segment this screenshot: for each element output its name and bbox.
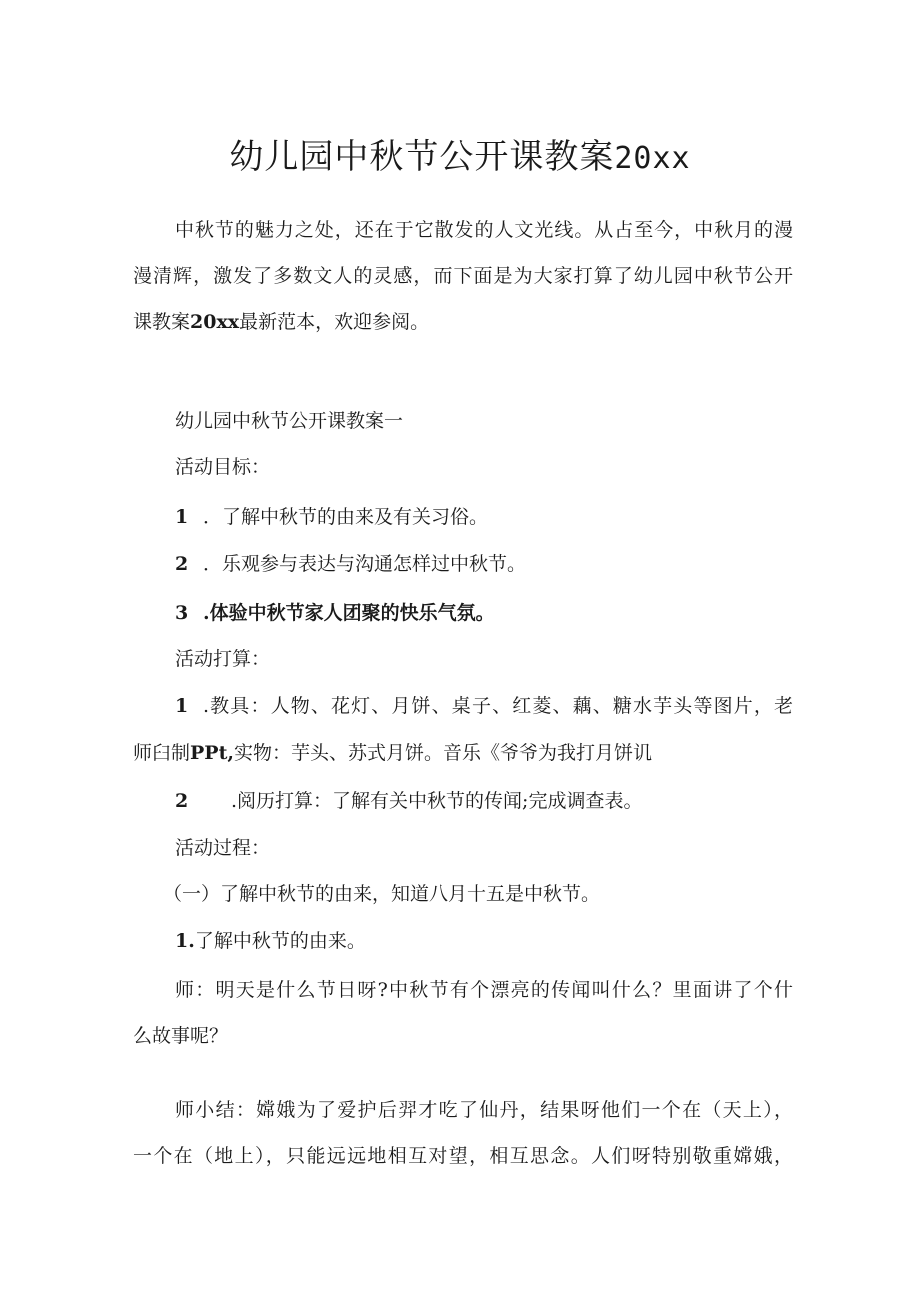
prep-text-1b-a: 师臼制 <box>133 742 191 764</box>
teacher-summary <box>133 1087 793 1179</box>
intro-paragraph <box>133 207 793 299</box>
step-1: （一）了解中秋节的由来，知道八月十五是中秋节。 <box>163 883 601 905</box>
prep-item-2 <box>133 778 835 824</box>
teacher-question-line-2: 么故事呢？ <box>133 1025 229 1047</box>
prep-number-2: 2 <box>175 790 189 812</box>
teacher-question-line-1: 师：明天是什么节日呀?中秋节有个漂亮的传闻叫什么？里面讲了个什 <box>175 979 793 1001</box>
teacher-question <box>133 967 793 1013</box>
intro-line-3 <box>133 299 793 345</box>
prep-item-1-line-1 <box>133 683 793 729</box>
goal-item-3 <box>133 590 835 636</box>
goal-number-1: 1 <box>175 506 189 528</box>
prep-number-1: 1 <box>175 695 189 717</box>
goal-number-2: 2 <box>175 553 189 575</box>
title-main: 幼儿园中秋节公开课教案 <box>229 137 615 177</box>
teacher-summary-line-2: 一个在（地上），只能远远地相互对望，相互思念。人们呀特别敬重嫦娥， <box>133 1145 793 1167</box>
intro-line-3a: 课教案 <box>133 311 191 333</box>
sub-step-1 <box>133 918 835 964</box>
intro-line-1: 中秋节的魅力之处，还在于它散发的人文光线。从占至今，中秋月的漫 <box>175 219 793 241</box>
prep-item-1-line-2 <box>133 730 793 776</box>
section-heading: 幼儿园中秋节公开课教案一 <box>175 410 404 432</box>
goal-text-2: ．乐观参与表达与沟通怎样过中秋节。 <box>203 553 527 575</box>
intro-line-3c: 最新范本，欢迎参阅。 <box>239 311 430 333</box>
prep-text-1: .教具：人物、花灯、月饼、桌子、红菱、藕、糖水芋头等图片，老 <box>203 695 793 717</box>
prep-label: 活动打算： <box>175 648 271 670</box>
sub-step-number: 1. <box>175 930 195 952</box>
document-title <box>0 132 920 184</box>
intro-line-3b: 20xx <box>190 311 240 333</box>
goal-number-3: 3 <box>175 602 189 624</box>
goals-label: 活动目标： <box>175 456 271 478</box>
goal-text-1: ．了解中秋节的由来及有关习俗。 <box>203 506 489 528</box>
intro-line-2: 漫清辉，激发了多数文人的灵感，而下面是为大家打算了幼儿园中秋节公开 <box>133 265 793 287</box>
process-label: 活动过程： <box>175 837 271 859</box>
teacher-summary-line-1: 师小结：嫦娥为了爱护后羿才吃了仙丹，结果呀他们一个在（天上）， <box>175 1099 793 1121</box>
prep-text-2: .阅历打算：了解有关中秋节的传闻;完成调查表。 <box>231 790 643 812</box>
goal-text-3: .体验中秋节家人团聚的快乐气氛。 <box>203 602 495 624</box>
title-year: 20xx <box>614 141 691 176</box>
goal-item-1 <box>133 494 835 540</box>
sub-step-text: 了解中秋节的由来。 <box>194 930 366 952</box>
prep-text-1b-b: PPt, <box>190 742 234 764</box>
prep-text-1b-c: 实物：芋头、苏式月饼。音乐《爷爷为我打月饼讥 <box>233 742 652 764</box>
goal-item-2 <box>133 541 835 587</box>
prep-item-1 <box>133 683 793 729</box>
